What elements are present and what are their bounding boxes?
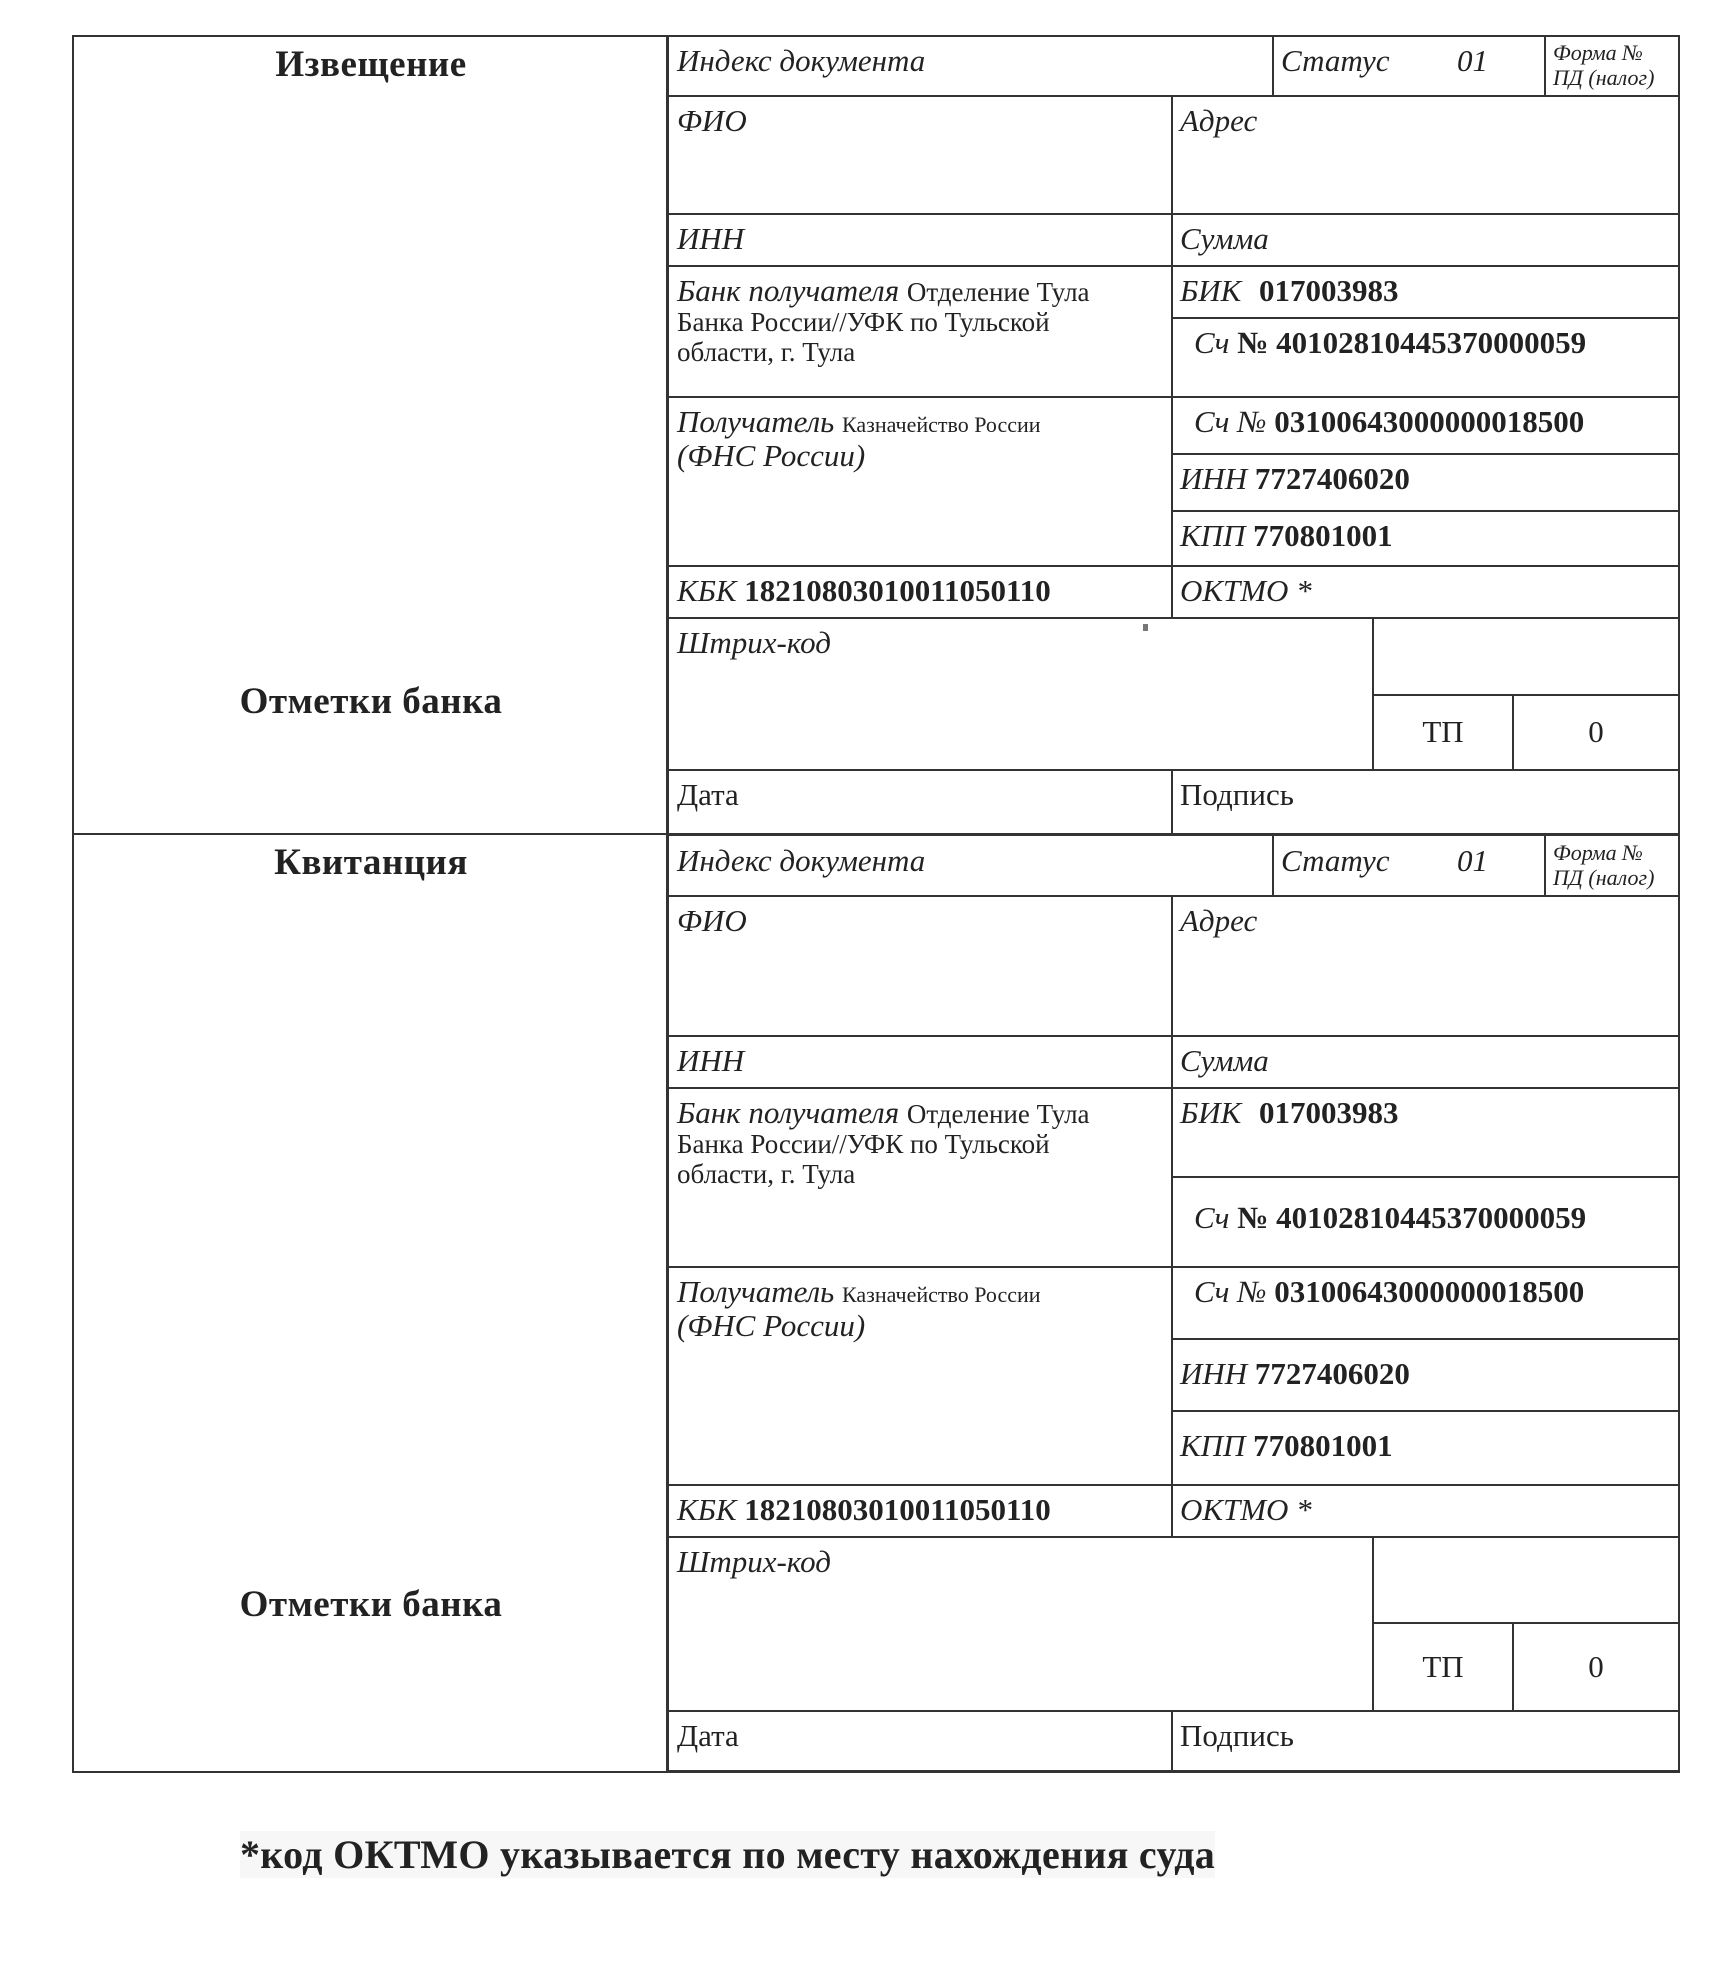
receipt-inn2-cell	[1171, 1338, 1680, 1412]
notice-status-value: 01	[1457, 43, 1488, 78]
notice-tp-label-cell	[1372, 694, 1514, 771]
receipt-signature-cell[interactable]	[1171, 1710, 1680, 1771]
receipt-address-label: Адрес	[1180, 903, 1258, 938]
notice-kbk-value: 18210803010011050110	[744, 573, 1051, 608]
notice-account1-value: № 40102810445370000059	[1237, 325, 1587, 360]
receipt-account1-label: Сч	[1194, 1200, 1230, 1235]
notice-address-cell[interactable]	[1171, 95, 1680, 215]
notice-kbk-cell	[668, 565, 1173, 619]
receipt-fio-label: ФИО	[677, 903, 747, 938]
receipt-recipient-label: Получатель	[677, 1274, 835, 1309]
receipt-account2-label: Сч №	[1194, 1274, 1267, 1309]
receipt-kbk-value: 18210803010011050110	[744, 1492, 1051, 1527]
receipt-forma-cell	[1544, 835, 1680, 897]
receipt-inn2-label: ИНН	[1180, 1356, 1248, 1391]
notice-status-label: Статус	[1281, 43, 1390, 78]
notice-inn2-label: ИНН	[1180, 461, 1248, 496]
receipt-inn-cell[interactable]	[668, 1035, 1173, 1089]
receipt-inn2-value: 7727406020	[1254, 1356, 1410, 1391]
receipt-doc-index-cell[interactable]	[668, 835, 1274, 897]
receipt-status-value: 01	[1457, 843, 1488, 878]
receipt-bank-marks: Отметки банка	[239, 1584, 503, 1625]
receipt-kpp-label: КПП	[1180, 1428, 1246, 1463]
notice-date-label: Дата	[677, 777, 739, 812]
notice-address-label: Адрес	[1180, 103, 1258, 138]
receipt-kpp-cell	[1171, 1410, 1680, 1486]
notice-oktmo-cell[interactable]	[1171, 565, 1680, 619]
notice-bank-value-2: Банка России//УФК по Тульской	[677, 307, 1050, 338]
notice-recipient-label: Получатель	[677, 404, 835, 439]
notice-tp-label: ТП	[1422, 714, 1464, 750]
notice-account2-value: 03100643000000018500	[1274, 404, 1585, 439]
receipt-account2-value: 03100643000000018500	[1274, 1274, 1585, 1309]
receipt-bik-label: БИК	[1180, 1095, 1242, 1130]
notice-section	[72, 35, 1680, 835]
receipt-bank-value-3: области, г. Тула	[677, 1158, 856, 1189]
receipt-tp-label: ТП	[1422, 1648, 1464, 1684]
receipt-barcode-label: Штрих-код	[677, 1544, 831, 1579]
receipt-status-label: Статус	[1281, 843, 1390, 878]
notice-kpp-value: 770801001	[1253, 518, 1393, 553]
notice-bank-marks: Отметки банка	[239, 681, 503, 722]
receipt-bik-cell	[1171, 1087, 1680, 1178]
notice-left-column	[74, 37, 668, 833]
receipt-sum-cell[interactable]	[1171, 1035, 1680, 1089]
notice-account2-cell	[1171, 396, 1680, 455]
notice-recipient-value: Казначейство России	[842, 412, 1041, 437]
notice-fio-label: ФИО	[677, 103, 747, 138]
receipt-heading: Квитанция	[274, 842, 468, 883]
notice-kbk-label: КБК	[677, 573, 737, 608]
receipt-barcode-right-cell	[1372, 1536, 1680, 1624]
receipt-address-cell[interactable]	[1171, 895, 1680, 1037]
notice-bik-label: БИК	[1180, 273, 1242, 308]
receipt-inn-label: ИНН	[677, 1043, 745, 1078]
receipt-sum-label: Сумма	[1180, 1043, 1269, 1078]
receipt-status-cell	[1272, 835, 1546, 897]
notice-bank-value-3: области, г. Тула	[677, 336, 856, 367]
notice-signature-label: Подпись	[1180, 777, 1294, 812]
notice-heading: Извещение	[275, 44, 467, 85]
receipt-section	[72, 835, 1680, 1773]
notice-forma-line1: Форма №	[1553, 40, 1643, 65]
notice-date-cell[interactable]	[668, 769, 1173, 835]
notice-doc-index-label: Индекс документа	[677, 43, 926, 78]
receipt-forma-line1: Форма №	[1553, 840, 1643, 865]
notice-forma-cell	[1544, 35, 1680, 97]
notice-account2-label: Сч №	[1194, 404, 1267, 439]
notice-recipient-value-2: (ФНС России)	[677, 438, 866, 474]
receipt-recipient-cell	[668, 1266, 1173, 1486]
notice-inn2-value: 7727406020	[1254, 461, 1410, 496]
notice-fio-cell[interactable]	[668, 95, 1173, 215]
notice-bank-label: Банк получателя	[677, 273, 900, 308]
notice-account1-label: Сч	[1194, 325, 1230, 360]
notice-inn2-cell	[1171, 453, 1680, 512]
receipt-forma-line2: ПД (налог)	[1553, 865, 1655, 891]
notice-inn-cell[interactable]	[668, 213, 1173, 267]
notice-sum-cell[interactable]	[1171, 213, 1680, 267]
notice-forma-line2: ПД (налог)	[1553, 65, 1655, 91]
receipt-bank-value-2: Банка России//УФК по Тульской	[677, 1129, 1050, 1160]
receipt-bik-value: 017003983	[1259, 1095, 1399, 1130]
receipt-tp-value: 0	[1588, 1648, 1604, 1684]
receipt-oktmo-cell[interactable]	[1171, 1484, 1680, 1538]
notice-barcode-label: Штрих-код	[677, 625, 831, 660]
receipt-bank-value-1: Отделение Тула	[906, 1099, 1090, 1129]
notice-account1-cell	[1171, 317, 1680, 398]
notice-barcode-cell	[668, 617, 1374, 771]
receipt-left-column	[74, 835, 668, 1771]
receipt-signature-label: Подпись	[1180, 1718, 1294, 1753]
receipt-barcode-cell	[668, 1536, 1374, 1712]
receipt-doc-index-label: Индекс документа	[677, 843, 926, 878]
receipt-kbk-label: КБК	[677, 1492, 737, 1527]
receipt-recipient-value: Казначейство России	[842, 1282, 1041, 1307]
receipt-kbk-cell	[668, 1484, 1173, 1538]
receipt-account2-cell	[1171, 1266, 1680, 1340]
notice-sum-label: Сумма	[1180, 221, 1269, 256]
notice-bik-cell	[1171, 265, 1680, 319]
notice-bank-value-1: Отделение Тула	[906, 277, 1090, 307]
notice-kpp-label: КПП	[1180, 518, 1246, 553]
notice-doc-index-cell[interactable]	[668, 35, 1274, 97]
notice-tp-value-cell	[1512, 694, 1680, 771]
notice-kpp-cell	[1171, 510, 1680, 567]
receipt-date-cell[interactable]	[668, 1710, 1173, 1771]
receipt-oktmo-label: ОКТМО *	[1180, 1492, 1312, 1527]
notice-status-cell	[1272, 35, 1546, 97]
notice-tp-value: 0	[1588, 714, 1604, 750]
notice-recipient-cell	[668, 396, 1173, 567]
scan-speck	[1143, 624, 1148, 631]
oktmo-footnote: *код ОКТМО указывается по месту нахождения суда	[240, 1832, 1216, 1877]
notice-barcode-right-cell	[1372, 617, 1680, 696]
receipt-tp-value-cell	[1512, 1622, 1680, 1712]
notice-oktmo-label: ОКТМО *	[1180, 573, 1312, 608]
notice-inn-label: ИНН	[677, 221, 745, 256]
receipt-fio-cell[interactable]	[668, 895, 1173, 1037]
receipt-bank-label: Банк получателя	[677, 1095, 900, 1130]
receipt-kpp-value: 770801001	[1253, 1428, 1393, 1463]
receipt-tp-label-cell	[1372, 1622, 1514, 1712]
receipt-account1-cell	[1171, 1176, 1680, 1268]
receipt-bank-cell	[668, 1087, 1173, 1268]
notice-signature-cell[interactable]	[1171, 769, 1680, 835]
receipt-account1-value: № 40102810445370000059	[1237, 1200, 1587, 1235]
notice-bank-cell	[668, 265, 1173, 398]
receipt-date-label: Дата	[677, 1718, 739, 1753]
notice-bik-value: 017003983	[1259, 273, 1399, 308]
receipt-recipient-value-2: (ФНС России)	[677, 1308, 866, 1344]
